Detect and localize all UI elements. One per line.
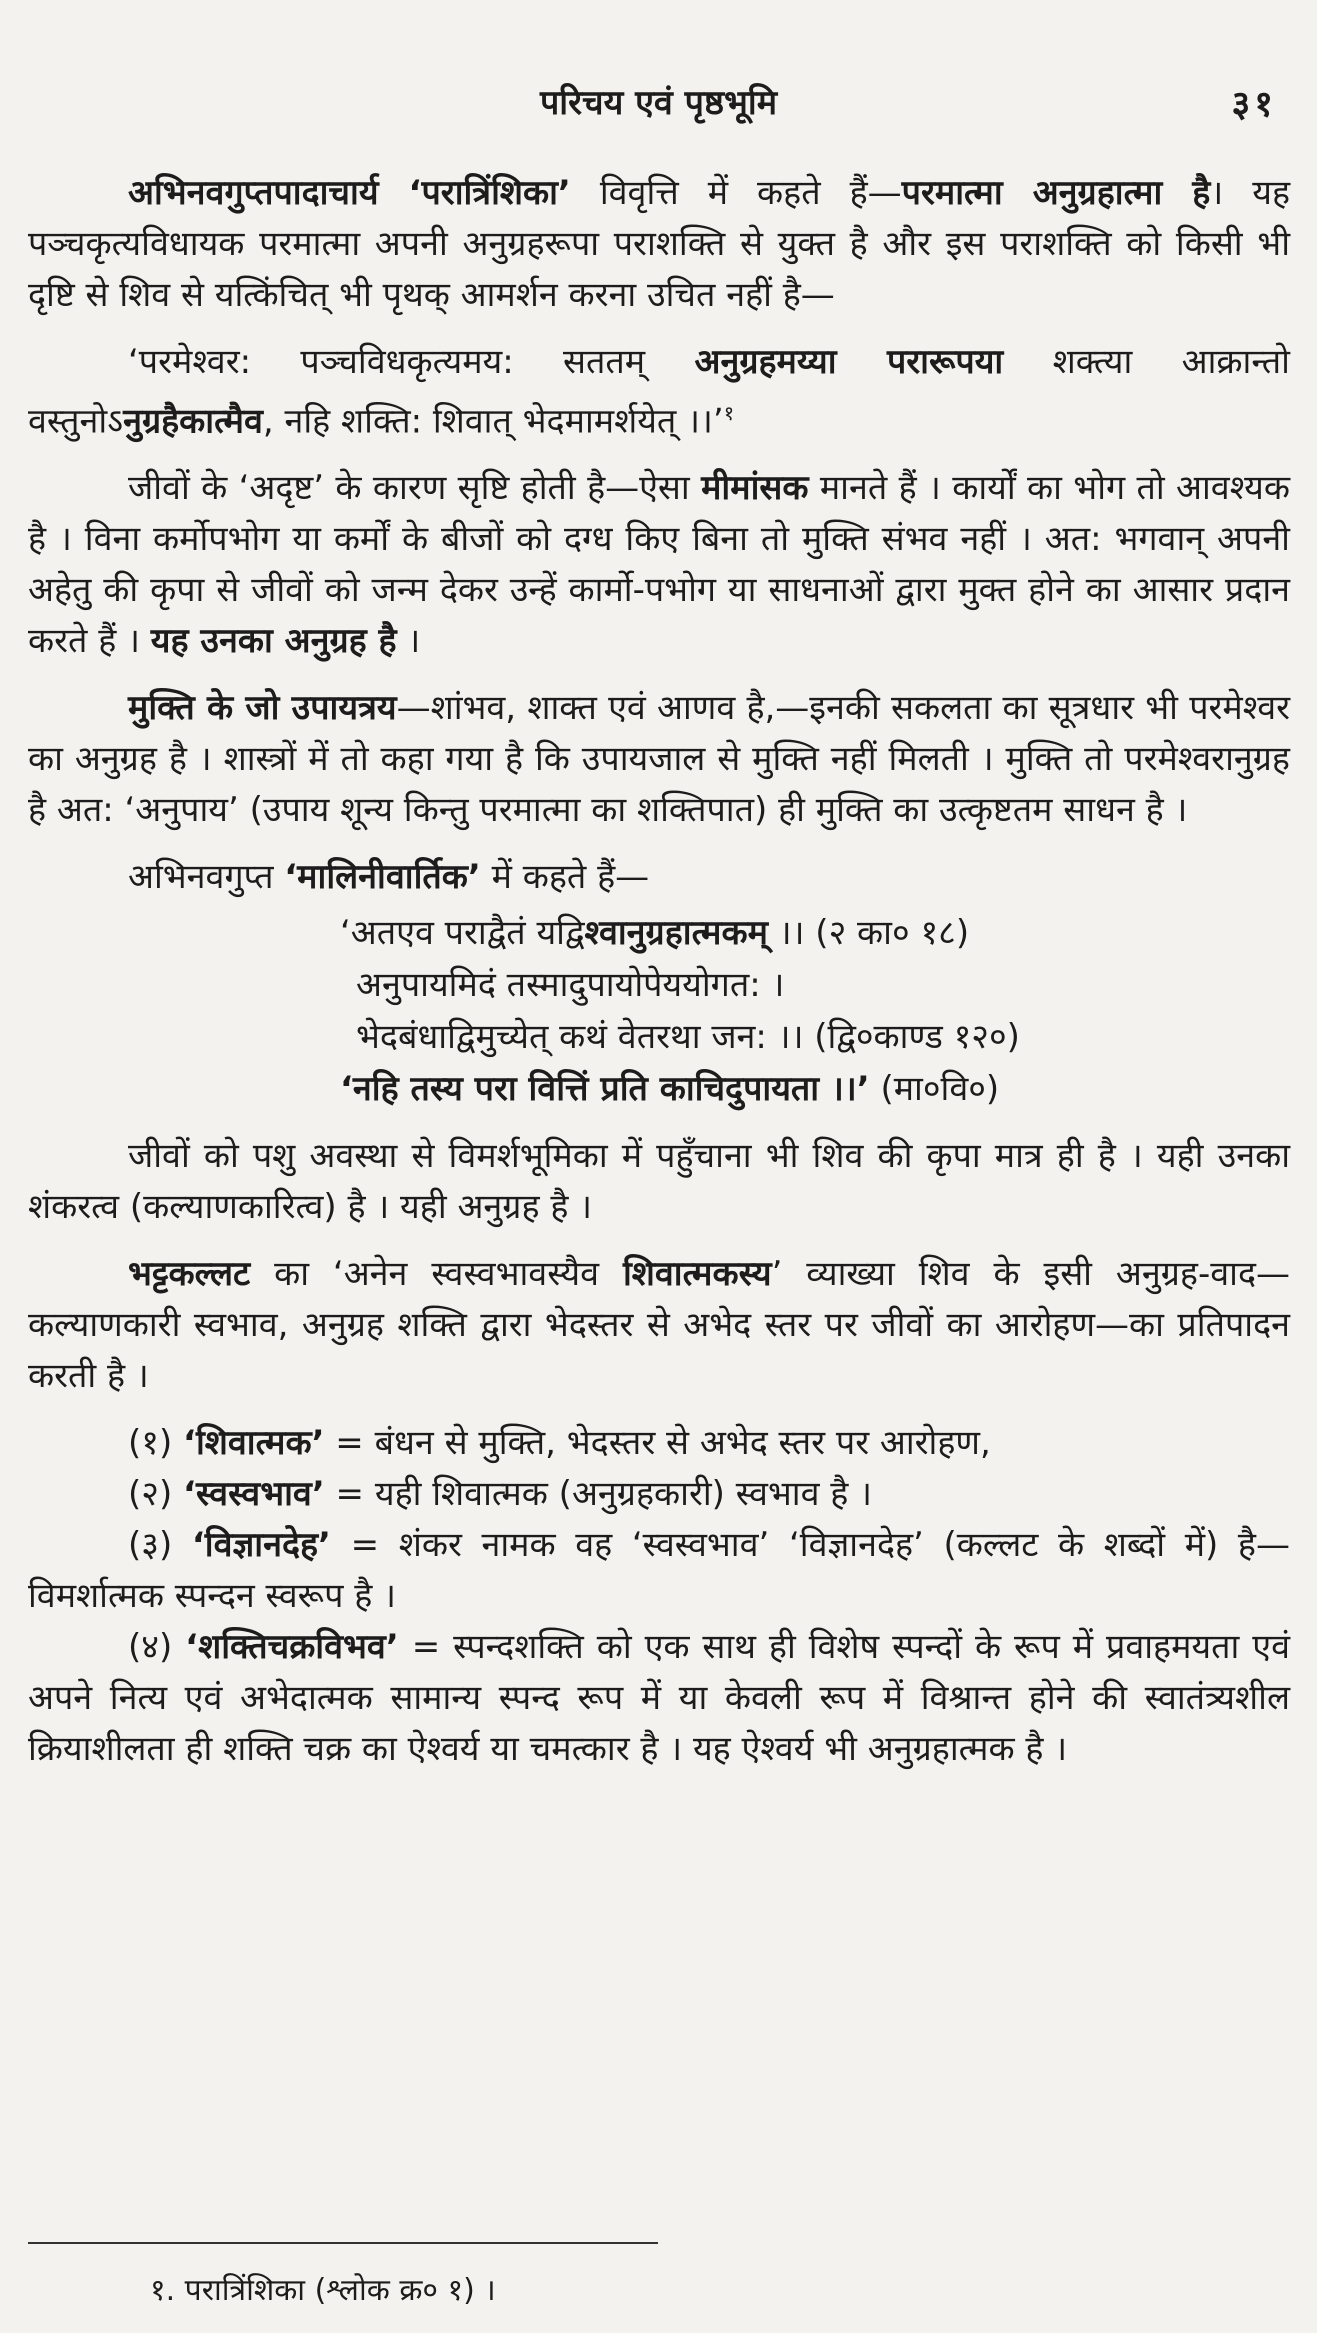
text-bold: नुग्रहैकात्मैव [123, 401, 263, 442]
text: ।। (२ का० १८) [767, 913, 970, 954]
list-item [28, 1469, 1290, 1520]
text: —शांभव, शाक्त एवं आणव है,—इनकी सकलता का सूत्रधार भी परमेश्वर का अनुग्रह है । शास्त्रों में तो कहा गया है कि उपायजाल से मुक्ति नहीं मिलती । मुक्ति तो परमेश्वरानुग्रह है अत: ‘अनुपाय’ (उपाय शून्य किन्तु परमात्मा का शक्तिपात) ही मुक्ति का उत्कृष्टतम साधन है । [28, 688, 1290, 831]
footnote-marker: १ [723, 401, 735, 425]
text: मानते हैं । कार्यों का भोग तो आवश्यक है । विना कर्मोपभोग या कर्मों के बीजों को दग्ध किए बिना तो मुक्ति संभव नहीं । अत: भगवान् अपनी अहेतु की कृपा से जीवों को जन्म देकर उन्हें कार्मो-पभोग या साधनाओं द्वारा मुक्त होने का आसार प्रदान करते हैं । [28, 468, 1290, 662]
text-bold: भट्टकल्लट [128, 1254, 251, 1295]
text: विवृत्ति में कहते हैं— [570, 173, 902, 213]
paragraph-5: जीवों को पशु अवस्था से विमर्शभूमिका में पहुँचाना भी शिव की कृपा मात्र ही है । यही उनका शंकरत्व (कल्याणकारित्व) है । यही अनुग्रह है । [28, 1136, 1290, 1228]
text: , नहि शक्ति: शिवात् भेदमामर्शयेत् ।।’ [262, 401, 724, 442]
text-bold: परमात्मा अनुग्रहात्मा है [901, 173, 1211, 213]
text: । यह पञ्चकृत्यविधायक परमात्मा अपनी अनुग्रहरूपा पराशक्ति से युक्त है और इस पराशक्ति को किसी भी दृष्टि से शिव से यत्किंचित् भी पृथक् आमर्शन करना उचित नहीं है— [28, 173, 1291, 315]
text-bold: मुक्ति के जो उपायत्रय [128, 688, 397, 729]
item-number: (३) [128, 1525, 192, 1566]
item-number: (४) [128, 1627, 186, 1668]
paragraph-2 [28, 463, 1290, 667]
paragraph-4 [28, 852, 1290, 903]
text: शक्त्या आक्रान्तो वस्तुनोऽ [28, 342, 1290, 442]
verse-line [340, 907, 1290, 959]
running-title: परिचय एवं पृष्ठभूमि [539, 83, 778, 123]
paragraph-3 [28, 683, 1290, 836]
footnote-divider [28, 2242, 658, 2244]
text: में कहते हैं— [480, 857, 650, 898]
verse-line: अनुपायमिदं तस्मादुपायोपेययोगत: । [356, 965, 785, 1006]
verse-line: भेदबंधाद्विमुच्येत् कथं वेतरथा जन: ।। (द्वि०काण्ड १२०) [356, 1017, 1020, 1058]
item-term: ‘स्वस्वभाव’ [183, 1474, 325, 1515]
sanskrit-quote [28, 337, 1290, 447]
item-term: ‘विज्ञानदेह’ [191, 1525, 331, 1566]
item-term: ‘शक्तिचक्रविभव’ [185, 1627, 399, 1668]
verse-block [28, 907, 1290, 1115]
text-bold: अभिनवगुप्तपादाचार्य ‘परात्रिंशिका’ [128, 173, 571, 213]
page-body [28, 168, 1290, 1775]
list-item [28, 1622, 1290, 1775]
verse-line [340, 1063, 1290, 1115]
text: जीवों के ‘अदृष्ट’ के कारण सृष्टि होती है—ऐसा [128, 468, 702, 509]
text: का ‘अनेन स्वस्वभावस्यैव [250, 1254, 623, 1295]
page-number: ३१ [1231, 84, 1277, 125]
text: ‘परमेश्वर: पञ्चविधकृत्यमय: सततम् [128, 342, 695, 382]
text: (मा०वि०) [869, 1069, 1000, 1110]
list-item [28, 1520, 1290, 1622]
text-bold: शिवात्मकस्य [622, 1254, 772, 1295]
item-text: = बंधन से मुक्ति, भेदस्तर से अभेद स्तर पर आरोहण, [324, 1423, 991, 1464]
text-bold: ‘मालिनीवार्तिक’ [284, 857, 481, 898]
item-text: = शंकर नामक वह ‘स्वस्वभाव’ ‘विज्ञानदेह’ (कल्लट के शब्दों में) है—विमर्शात्मक स्पन्दन स्वरूप है । [28, 1525, 1290, 1617]
paragraph-1 [28, 168, 1290, 321]
text: अभिनवगुप्त [128, 857, 285, 898]
text-bold: ‘नहि तस्य परा वित्तिं प्रति काचिदुपायता ।।’ [340, 1069, 870, 1110]
text-bold: अनुग्रहमय्या परारूपया [694, 342, 1004, 382]
text: ’ व्याख्या शिव के इसी अनुग्रह-वाद—कल्याणकारी स्वभाव, अनुग्रह शक्ति द्वारा भेदस्तर से अभेद स्तर पर जीवों का आरोहण—का प्रतिपादन करती है । [28, 1254, 1290, 1397]
list-item [28, 1418, 1290, 1469]
item-term: ‘शिवात्मक’ [183, 1423, 325, 1464]
paragraph-6 [28, 1249, 1290, 1402]
item-text: = यही शिवात्मक (अनुग्रहकारी) स्वभाव है । [324, 1474, 873, 1515]
item-number: (२) [128, 1474, 184, 1515]
text-bold: मीमांसक [701, 468, 809, 509]
text: । [396, 621, 421, 662]
item-number: (१) [128, 1423, 184, 1464]
page-header [0, 78, 1317, 138]
text-bold: यह उनका अनुग्रह है [150, 621, 397, 662]
item-text: = स्पन्दशक्ति को एक साथ ही विशेष स्पन्दों के रूप में प्रवाहमयता एवं अपने नित्य एवं अभेदात्मक सामान्य स्पन्द रूप में या केवली रूप में विश्रान्त होने की स्वातंत्र्यशील क्रियाशीलता ही शक्ति चक्र का ऐश्वर्य या चमत्कार है । यह ऐश्वर्य भी अनुग्रहात्मक है । [28, 1627, 1290, 1770]
text: ‘अतएव पराद्वैतं यद्वि [340, 913, 585, 954]
footnote: १. परात्रिंशिका (श्लोक क्र० १) । [150, 2273, 496, 2308]
text-bold: श्वानुग्रहात्मकम् [584, 913, 768, 954]
